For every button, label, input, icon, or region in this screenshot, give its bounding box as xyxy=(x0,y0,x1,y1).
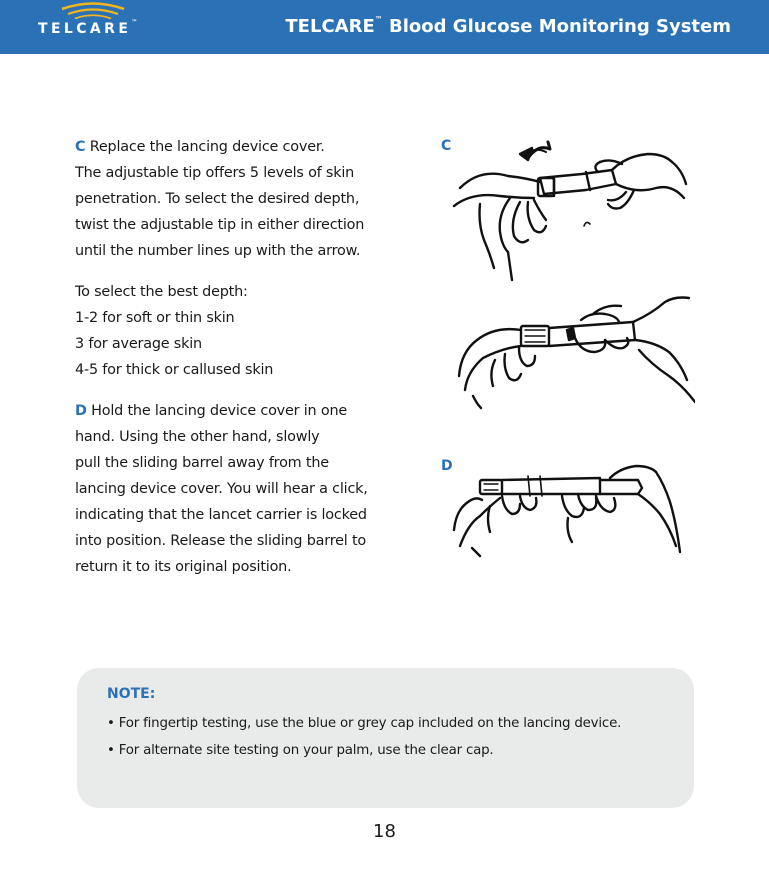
step-d-key: D xyxy=(75,403,87,419)
note-item: • For alternate site testing on your palm, use the clear cap. xyxy=(107,743,494,758)
step-c-line: The adjustable tip offers 5 levels of skin xyxy=(75,165,355,181)
step-c-line: twist the adjustable tip in either direction xyxy=(75,217,365,233)
logo-text: TELCARE™ xyxy=(38,19,138,37)
step-c-key: C xyxy=(75,139,86,155)
depth-list xyxy=(75,279,415,383)
step-d-text xyxy=(75,398,415,580)
step-d-line: pull the sliding barrel away from the xyxy=(75,455,329,471)
hands-holding-lancing-device-illustration xyxy=(455,290,695,415)
step-c-line: until the number lines up with the arrow. xyxy=(75,243,361,259)
header-title: TELCARE™ Blood Glucose Monitoring System xyxy=(285,15,731,37)
step-d-line: indicating that the lancet carrier is locked xyxy=(75,507,367,523)
depth-item: 4-5 for thick or callused skin xyxy=(75,362,274,378)
depth-list-title: To select the best depth: xyxy=(75,284,248,300)
step-d-line: into position. Release the sliding barrel to xyxy=(75,533,367,549)
hands-pulling-sliding-barrel-illustration xyxy=(450,462,685,558)
hands-twisting-lancing-tip-illustration xyxy=(450,140,690,285)
step-d-line: return it to its original position. xyxy=(75,559,292,575)
step-d-line: lancing device cover. You will hear a click, xyxy=(75,481,368,497)
figure-label-c: C xyxy=(441,138,452,154)
telcare-logo xyxy=(38,0,148,54)
page-header xyxy=(0,0,769,54)
note-item: • For fingertip testing, use the blue or grey cap included on the lancing device. xyxy=(107,716,622,731)
depth-item: 3 for average skin xyxy=(75,336,202,352)
note-box xyxy=(77,668,694,808)
step-d-line: hand. Using the other hand, slowly xyxy=(75,429,320,445)
note-title: NOTE: xyxy=(107,686,156,702)
step-c-line: penetration. To select the desired depth, xyxy=(75,191,360,207)
step-d-heading: D Hold the lancing device cover in one xyxy=(75,403,348,419)
depth-item: 1-2 for soft or thin skin xyxy=(75,310,235,326)
logo-arcs-icon xyxy=(58,0,128,20)
figure-label-d: D xyxy=(441,458,453,474)
page-number: 18 xyxy=(373,821,396,842)
step-c-text xyxy=(75,134,415,264)
step-c-heading: C Replace the lancing device cover. xyxy=(75,139,325,155)
